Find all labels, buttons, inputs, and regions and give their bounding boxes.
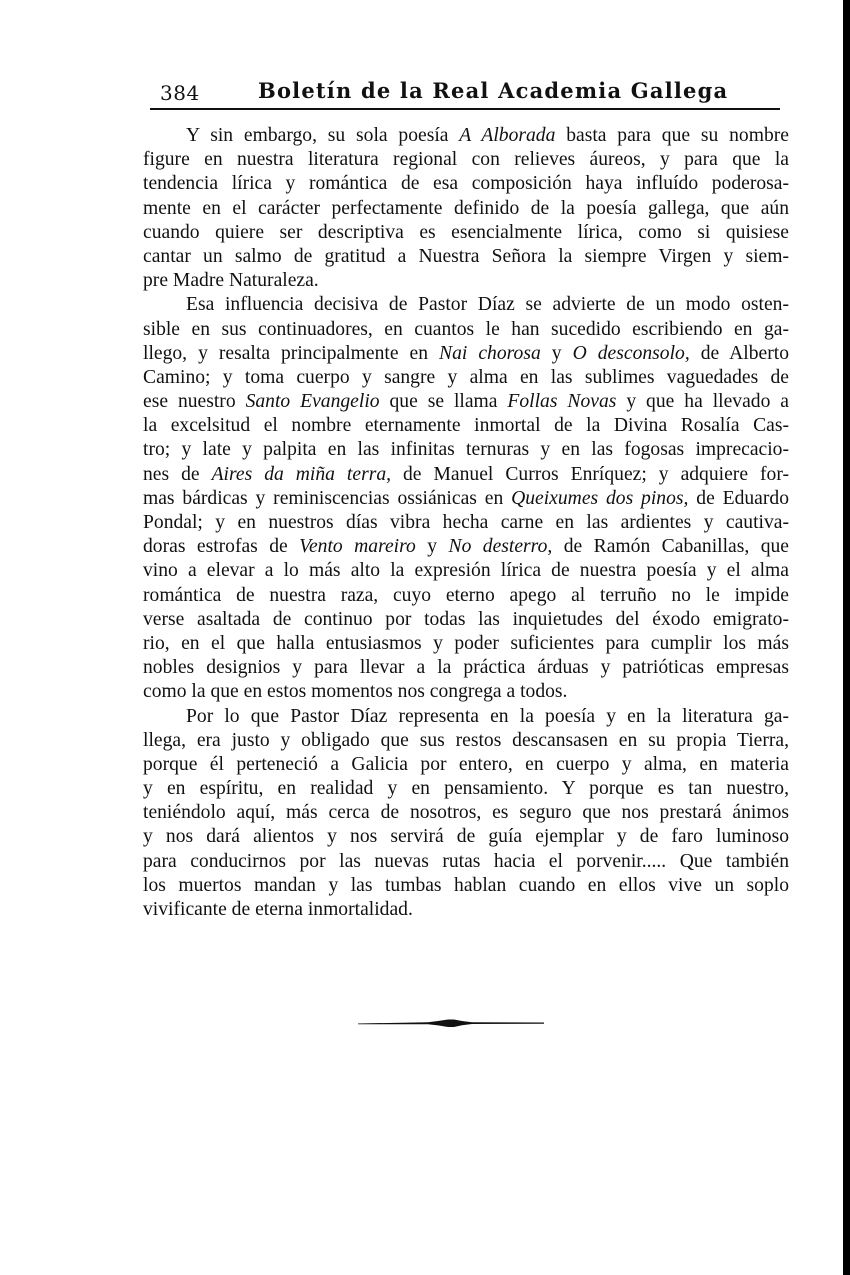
text-run: doras estrofas de [143,536,300,558]
text-line [143,438,789,462]
text-line [143,850,789,874]
text-run: y nos dará alientos y nos servirá de guía ejemplar y de faro luminoso [143,826,789,848]
text-run: que se llama [379,391,508,413]
end-of-article-ornament-icon [358,1016,544,1030]
text-run: Por lo que Pastor Díaz representa en la poesía y en la literatura ga- [186,705,789,727]
text-run: tro; y late y palpita en las infinitas ternuras y en las fogosas imprecacio- [143,439,789,461]
italic-title: Follas Novas [507,391,617,413]
text-line [143,801,789,825]
text-run: y [415,536,449,558]
text-line [143,632,789,656]
text-line [143,535,789,559]
text-run: rio, en el que halla entusiasmos y poder suficientes para cumplir los más [143,632,789,654]
text-line [143,584,789,608]
text-line [143,269,789,293]
page-number: 384 [160,81,200,105]
text-line [143,172,789,196]
text-line [143,656,789,680]
text-run: mas bárdicas y reminiscencias ossiánicas en [143,487,512,509]
text-run: y [540,342,573,364]
text-run: cuando quiere ser descriptiva es esencialmente lírica, como si quisiese [143,221,789,243]
text-line [143,318,789,342]
text-line [143,245,789,269]
text-line [143,559,789,583]
text-run: ese nuestro [143,391,246,413]
text-run: de Alberto [689,342,790,364]
italic-title: A Alborada [459,125,556,146]
article-body [143,124,789,922]
italic-title: Vento mareiro [299,536,416,558]
text-run: Pondal; y en nuestros días vibra hecha carne en las ardientes y cautiva- [143,512,789,533]
text-line [143,414,789,438]
text-line [143,342,789,366]
text-run: como la que en estos momentos nos congrega a todos. [143,681,568,703]
text-run: los muertos mandan y las tumbas hablan cuando en ellos vive un soplo [143,874,789,896]
text-line [143,511,789,535]
italic-title: No desterro, [448,536,553,558]
page-header [160,78,780,108]
italic-title: Aires da miña terra, [211,463,392,485]
text-run: pre Madre Naturaleza. [143,270,319,292]
text-line [143,705,789,729]
text-line [143,366,789,390]
text-run: de Manuel Curros Enríquez; y adquiere for- [391,463,789,485]
text-line [143,608,789,632]
text-run: y que ha llevado a [616,391,789,413]
italic-title: Nai chorosa [439,342,541,364]
text-line [143,124,789,148]
text-line [143,197,789,221]
text-run: tendencia lírica y romántica de esa composición haya influído poderosa- [143,173,789,195]
text-line [143,463,789,487]
text-line [143,680,789,704]
text-run: y en espíritu, en realidad y en pensamiento. Y porque es tan nuestro, [143,778,789,800]
text-run: verse asaltada de continuo por todas las inquietudes del éxodo emigrato- [143,608,789,630]
text-run: nobles designios y para llevar a la práctica árduas y patrióticas empresas [143,657,789,679]
text-run: romántica de nuestra raza, cuyo eterno apego al terruño no le impide [143,584,789,606]
text-run: sible en sus continuadores, en cuantos le han sucedido escribiendo en ga- [143,318,789,340]
text-line [143,729,789,753]
italic-title: Santo Evangelio [245,391,380,413]
scan-edge-border [843,0,850,1275]
text-line [143,148,789,172]
text-line [143,390,789,414]
text-run: vino a elevar a lo más alto la expresión lírica de nuestra poesía y el alma [143,560,789,582]
text-run: porque él perteneció a Galicia por entero, en cuerpo y alma, en materia [143,753,789,775]
text-run: Esa influencia decisiva de Pastor Díaz se advierte de un modo osten- [186,294,789,316]
text-run: llega, era justo y obligado que sus restos descansasen en su propia Tierra, [143,729,789,751]
text-run: mente en el carácter perfectamente definido de la poesía gallega, que aún [143,197,789,219]
text-run: cantar un salmo de gratitud a Nuestra Señora la siempre Virgen y siem- [143,245,789,267]
text-run: la excelsitud el nombre eternamente inmortal de la Divina Rosalía Cas- [143,415,789,437]
header-rule [150,108,780,110]
text-run: basta para que su nombre [555,125,789,146]
text-line [143,825,789,849]
text-run: Y sin embargo, su sola poesía [186,125,460,146]
italic-title: Queixumes dos pinos, [511,487,689,509]
text-run: figure en nuestra literatura regional con relieves áureos, y para que la [143,149,789,171]
text-run: vivificante de eterna inmortalidad. [143,899,413,920]
text-run: Camino; y toma cuerpo y sangre y alma en las sublimes vaguedades de [143,366,789,388]
text-run: de Eduardo [688,487,789,509]
text-line [143,221,789,245]
text-line [143,753,789,777]
paragraph [143,124,789,293]
running-title: Boletín de la Real Academia Gallega [258,78,729,103]
italic-title: O desconsolo, [572,342,690,364]
text-run: para conducirnos por las nuevas rutas hacia el porvenir..... Que también [143,850,789,872]
text-line [143,293,789,317]
paragraph [143,705,789,923]
text-run: de Ramón Cabanillas, que [552,536,790,558]
paragraph [143,293,789,704]
text-run: teniéndolo aquí, más cerca de nosotros, es seguro que nos prestará ánimos [143,802,789,824]
text-line [143,874,789,898]
text-run: llego, y resalta principalmente en [143,342,440,364]
text-line [143,487,789,511]
text-run: nes de [143,463,212,485]
text-line [143,777,789,801]
text-line [143,898,789,922]
